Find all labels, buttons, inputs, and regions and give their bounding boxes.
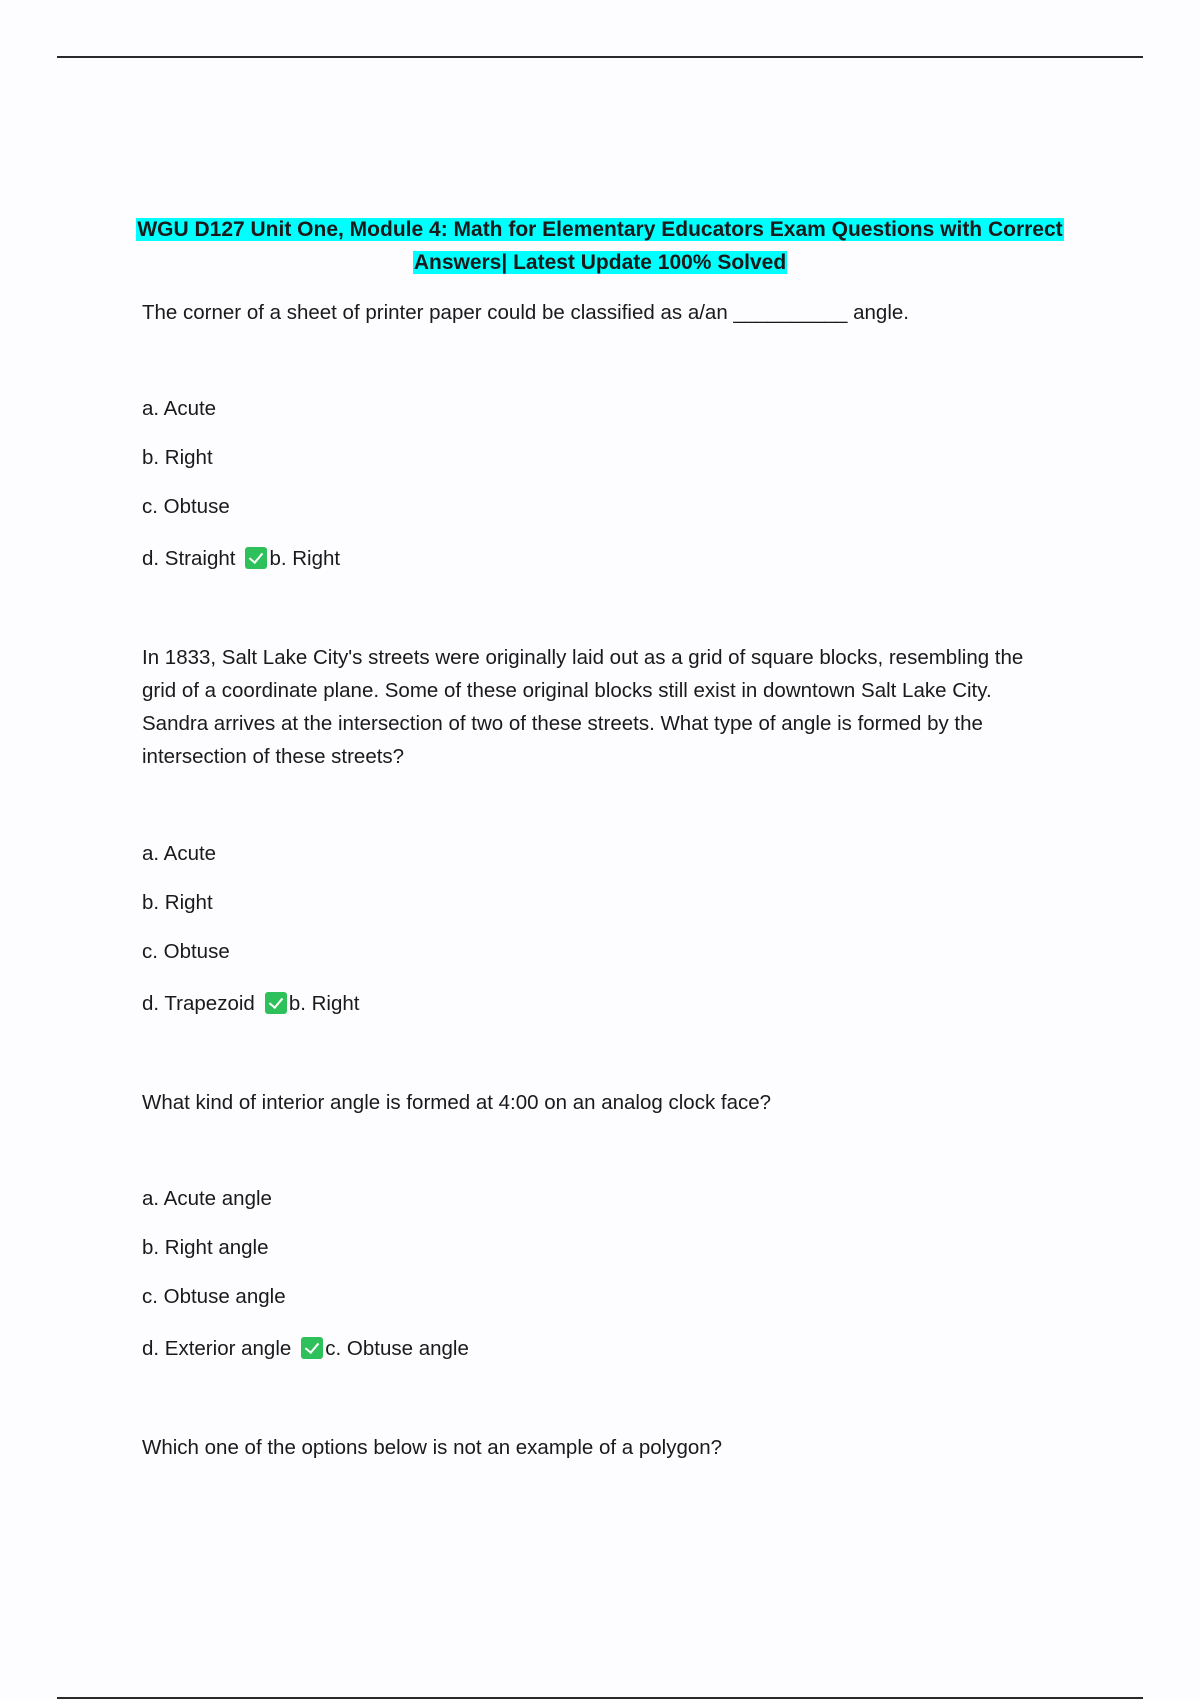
- correct-answer: c. Obtuse angle: [325, 1337, 469, 1360]
- footer-rule: [57, 1697, 1143, 1699]
- document-title-line-2: Answers| Latest Update 100% Solved: [413, 251, 787, 274]
- option-c: c. Obtuse: [142, 495, 230, 518]
- option-a: a. Acute: [142, 397, 217, 420]
- option-b: b. Right: [142, 446, 213, 469]
- option-a: a. Acute: [142, 842, 217, 865]
- option-c: c. Obtuse: [142, 940, 230, 963]
- option-a: a. Acute angle: [142, 1187, 272, 1210]
- option-b: b. Right: [142, 891, 213, 914]
- option-d-with-answer: [142, 990, 359, 1018]
- question-text: What kind of interior angle is formed at 4:00 on an analog clock face?: [142, 1091, 772, 1114]
- option-d: d. Trapezoid: [142, 992, 255, 1015]
- correct-answer: b. Right: [269, 547, 341, 570]
- question-text: In 1833, Salt Lake City's streets were originally laid out as a grid of square blocks, resembling the grid of a coordinate plane. Some of these original blocks still exist in downtown Salt Lake City. Sandra arrives at the intersection of two of these streets. What type of angle is formed by the intersection of these streets?: [142, 646, 1024, 768]
- option-c: c. Obtuse angle: [142, 1285, 286, 1308]
- option-d: d. Straight: [142, 547, 236, 570]
- question-text: The corner of a sheet of printer paper could be classified as a/an __________ angle.: [142, 301, 909, 324]
- option-d: d. Exterior angle: [142, 1337, 292, 1360]
- document-title: [120, 213, 1080, 279]
- check-mark-icon: [245, 547, 267, 569]
- correct-answer: b. Right: [288, 992, 360, 1015]
- document-title-line-1: WGU D127 Unit One, Module 4: Math for Elementary Educators Exam Questions with Correct: [137, 218, 1063, 241]
- option-d-with-answer: [142, 1335, 469, 1363]
- option-d-with-answer: [142, 545, 340, 573]
- question-text: Which one of the options below is not an example of a polygon?: [142, 1436, 723, 1459]
- check-mark-icon: [301, 1337, 323, 1359]
- header-rule: [57, 56, 1143, 58]
- option-b: b. Right angle: [142, 1236, 269, 1259]
- check-mark-icon: [265, 992, 287, 1014]
